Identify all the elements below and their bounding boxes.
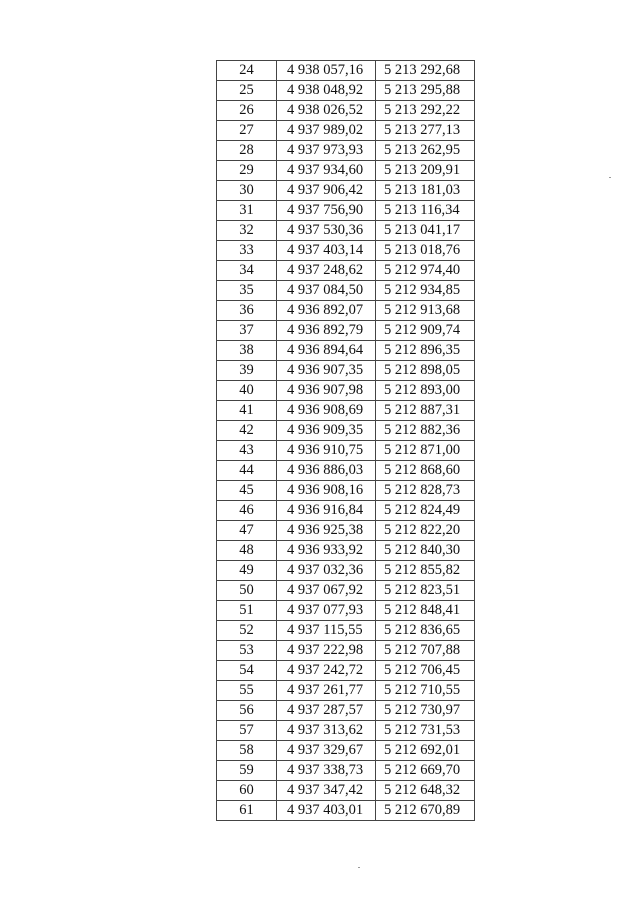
x-coordinate-cell: 4 937 338,73 [277, 761, 376, 781]
point-number-cell: 41 [217, 401, 277, 421]
point-number-cell: 35 [217, 281, 277, 301]
point-number-cell: 37 [217, 321, 277, 341]
point-number-cell: 56 [217, 701, 277, 721]
y-coordinate-cell: 5 212 913,68 [376, 301, 475, 321]
table-row [217, 461, 475, 481]
x-coordinate-cell: 4 937 329,67 [277, 741, 376, 761]
table-row [217, 621, 475, 641]
point-number-cell: 57 [217, 721, 277, 741]
table-row [217, 201, 475, 221]
x-coordinate-cell: 4 937 222,98 [277, 641, 376, 661]
point-number-cell: 51 [217, 601, 277, 621]
point-number-cell: 33 [217, 241, 277, 261]
table-row [217, 521, 475, 541]
y-coordinate-cell: 5 212 887,31 [376, 401, 475, 421]
table-row [217, 701, 475, 721]
x-coordinate-cell: 4 936 907,35 [277, 361, 376, 381]
point-number-cell: 42 [217, 421, 277, 441]
x-coordinate-cell: 4 936 916,84 [277, 501, 376, 521]
point-number-cell: 27 [217, 121, 277, 141]
x-coordinate-cell: 4 938 026,52 [277, 101, 376, 121]
table-row [217, 61, 475, 81]
y-coordinate-cell: 5 212 974,40 [376, 261, 475, 281]
x-coordinate-cell: 4 936 892,79 [277, 321, 376, 341]
y-coordinate-cell: 5 212 848,41 [376, 601, 475, 621]
point-number-cell: 25 [217, 81, 277, 101]
y-coordinate-cell: 5 212 710,55 [376, 681, 475, 701]
point-number-cell: 40 [217, 381, 277, 401]
table-row [217, 741, 475, 761]
point-number-cell: 52 [217, 621, 277, 641]
point-number-cell: 53 [217, 641, 277, 661]
scan-speck [358, 867, 360, 868]
table-row [217, 541, 475, 561]
y-coordinate-cell: 5 212 730,97 [376, 701, 475, 721]
table-row [217, 241, 475, 261]
y-coordinate-cell: 5 213 292,22 [376, 101, 475, 121]
table-row [217, 361, 475, 381]
y-coordinate-cell: 5 213 116,34 [376, 201, 475, 221]
coordinates-table-body [217, 61, 475, 821]
point-number-cell: 34 [217, 261, 277, 281]
table-row [217, 341, 475, 361]
x-coordinate-cell: 4 937 077,93 [277, 601, 376, 621]
point-number-cell: 49 [217, 561, 277, 581]
y-coordinate-cell: 5 212 706,45 [376, 661, 475, 681]
table-row [217, 101, 475, 121]
y-coordinate-cell: 5 212 828,73 [376, 481, 475, 501]
point-number-cell: 24 [217, 61, 277, 81]
point-number-cell: 26 [217, 101, 277, 121]
table-row [217, 781, 475, 801]
x-coordinate-cell: 4 936 933,92 [277, 541, 376, 561]
y-coordinate-cell: 5 213 277,13 [376, 121, 475, 141]
point-number-cell: 28 [217, 141, 277, 161]
point-number-cell: 59 [217, 761, 277, 781]
table-row [217, 381, 475, 401]
y-coordinate-cell: 5 213 018,76 [376, 241, 475, 261]
point-number-cell: 43 [217, 441, 277, 461]
point-number-cell: 61 [217, 801, 277, 821]
y-coordinate-cell: 5 213 295,88 [376, 81, 475, 101]
x-coordinate-cell: 4 936 909,35 [277, 421, 376, 441]
y-coordinate-cell: 5 212 836,65 [376, 621, 475, 641]
y-coordinate-cell: 5 212 840,30 [376, 541, 475, 561]
x-coordinate-cell: 4 936 925,38 [277, 521, 376, 541]
x-coordinate-cell: 4 937 973,93 [277, 141, 376, 161]
point-number-cell: 47 [217, 521, 277, 541]
y-coordinate-cell: 5 212 868,60 [376, 461, 475, 481]
scan-speck [609, 177, 611, 178]
x-coordinate-cell: 4 938 048,92 [277, 81, 376, 101]
x-coordinate-cell: 4 937 261,77 [277, 681, 376, 701]
table-row [217, 661, 475, 681]
table-row [217, 161, 475, 181]
y-coordinate-cell: 5 212 670,89 [376, 801, 475, 821]
y-coordinate-cell: 5 212 896,35 [376, 341, 475, 361]
x-coordinate-cell: 4 937 756,90 [277, 201, 376, 221]
point-number-cell: 32 [217, 221, 277, 241]
x-coordinate-cell: 4 938 057,16 [277, 61, 376, 81]
y-coordinate-cell: 5 212 823,51 [376, 581, 475, 601]
table-row [217, 481, 475, 501]
point-number-cell: 38 [217, 341, 277, 361]
point-number-cell: 31 [217, 201, 277, 221]
table-row [217, 561, 475, 581]
x-coordinate-cell: 4 937 084,50 [277, 281, 376, 301]
table-row [217, 141, 475, 161]
x-coordinate-cell: 4 936 907,98 [277, 381, 376, 401]
y-coordinate-cell: 5 213 262,95 [376, 141, 475, 161]
point-number-cell: 54 [217, 661, 277, 681]
x-coordinate-cell: 4 937 989,02 [277, 121, 376, 141]
x-coordinate-cell: 4 937 242,72 [277, 661, 376, 681]
y-coordinate-cell: 5 212 731,53 [376, 721, 475, 741]
y-coordinate-cell: 5 212 692,01 [376, 741, 475, 761]
y-coordinate-cell: 5 212 871,00 [376, 441, 475, 461]
table-row [217, 121, 475, 141]
y-coordinate-cell: 5 212 648,32 [376, 781, 475, 801]
table-row [217, 261, 475, 281]
x-coordinate-cell: 4 936 908,16 [277, 481, 376, 501]
table-row [217, 761, 475, 781]
point-number-cell: 36 [217, 301, 277, 321]
y-coordinate-cell: 5 213 041,17 [376, 221, 475, 241]
x-coordinate-cell: 4 936 908,69 [277, 401, 376, 421]
table-row [217, 181, 475, 201]
y-coordinate-cell: 5 212 898,05 [376, 361, 475, 381]
x-coordinate-cell: 4 937 403,01 [277, 801, 376, 821]
table-row [217, 641, 475, 661]
table-row [217, 401, 475, 421]
y-coordinate-cell: 5 212 669,70 [376, 761, 475, 781]
y-coordinate-cell: 5 213 181,03 [376, 181, 475, 201]
y-coordinate-cell: 5 212 707,88 [376, 641, 475, 661]
x-coordinate-cell: 4 937 934,60 [277, 161, 376, 181]
x-coordinate-cell: 4 937 287,57 [277, 701, 376, 721]
point-number-cell: 44 [217, 461, 277, 481]
table-row [217, 721, 475, 741]
point-number-cell: 58 [217, 741, 277, 761]
x-coordinate-cell: 4 936 892,07 [277, 301, 376, 321]
point-number-cell: 46 [217, 501, 277, 521]
y-coordinate-cell: 5 212 934,85 [376, 281, 475, 301]
point-number-cell: 50 [217, 581, 277, 601]
table-row [217, 81, 475, 101]
table-row [217, 601, 475, 621]
x-coordinate-cell: 4 937 067,92 [277, 581, 376, 601]
point-number-cell: 55 [217, 681, 277, 701]
y-coordinate-cell: 5 212 882,36 [376, 421, 475, 441]
y-coordinate-cell: 5 212 822,20 [376, 521, 475, 541]
table-row [217, 281, 475, 301]
x-coordinate-cell: 4 937 248,62 [277, 261, 376, 281]
x-coordinate-cell: 4 936 886,03 [277, 461, 376, 481]
point-number-cell: 60 [217, 781, 277, 801]
y-coordinate-cell: 5 213 292,68 [376, 61, 475, 81]
y-coordinate-cell: 5 212 824,49 [376, 501, 475, 521]
x-coordinate-cell: 4 937 313,62 [277, 721, 376, 741]
x-coordinate-cell: 4 937 403,14 [277, 241, 376, 261]
y-coordinate-cell: 5 213 209,91 [376, 161, 475, 181]
table-row [217, 801, 475, 821]
table-row [217, 581, 475, 601]
x-coordinate-cell: 4 937 115,55 [277, 621, 376, 641]
coordinates-table [216, 60, 475, 821]
table-row [217, 221, 475, 241]
point-number-cell: 45 [217, 481, 277, 501]
table-row [217, 681, 475, 701]
table-row [217, 321, 475, 341]
table-row [217, 421, 475, 441]
x-coordinate-cell: 4 937 032,36 [277, 561, 376, 581]
point-number-cell: 30 [217, 181, 277, 201]
point-number-cell: 48 [217, 541, 277, 561]
point-number-cell: 29 [217, 161, 277, 181]
x-coordinate-cell: 4 937 530,36 [277, 221, 376, 241]
table-row [217, 301, 475, 321]
point-number-cell: 39 [217, 361, 277, 381]
table-row [217, 501, 475, 521]
y-coordinate-cell: 5 212 909,74 [376, 321, 475, 341]
x-coordinate-cell: 4 937 347,42 [277, 781, 376, 801]
table-row [217, 441, 475, 461]
x-coordinate-cell: 4 936 910,75 [277, 441, 376, 461]
y-coordinate-cell: 5 212 855,82 [376, 561, 475, 581]
x-coordinate-cell: 4 937 906,42 [277, 181, 376, 201]
y-coordinate-cell: 5 212 893,00 [376, 381, 475, 401]
x-coordinate-cell: 4 936 894,64 [277, 341, 376, 361]
